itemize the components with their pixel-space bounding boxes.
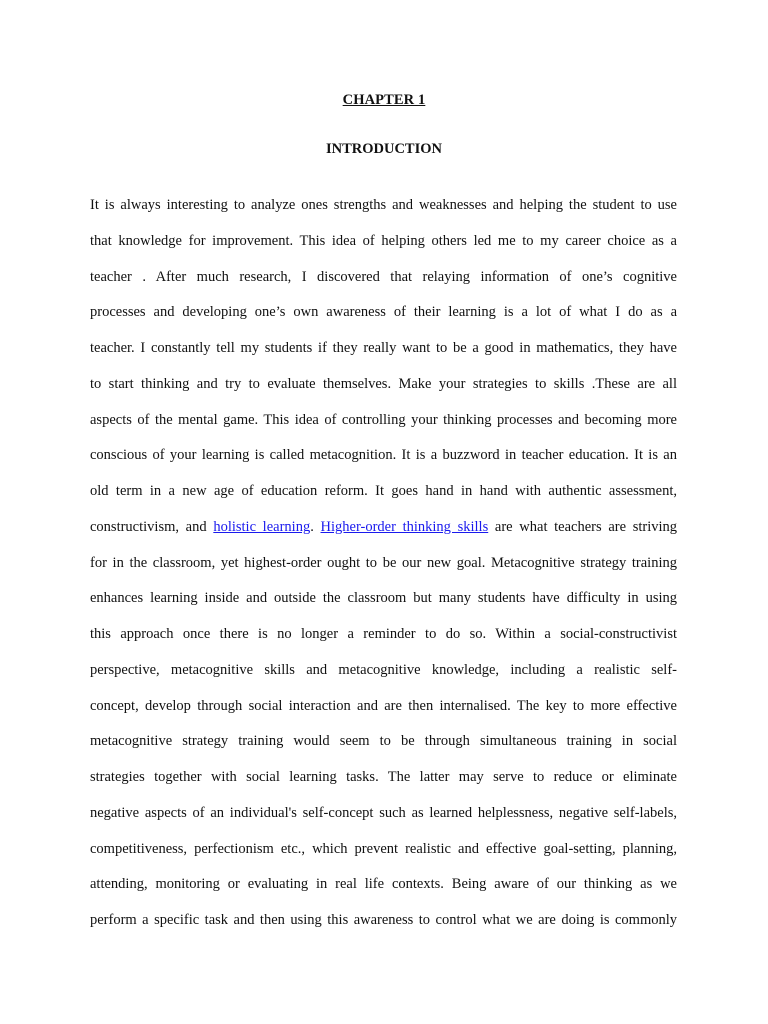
line-text-suffix: are what teachers are striving [488, 518, 678, 535]
paragraph-line: conscious of your learning is called metacognition. It is a buzzword in teacher education. It is an [90, 447, 677, 464]
section-heading: INTRODUCTION [325, 141, 442, 157]
paragraph-line: enhances learning inside and outside the classroom but many students have difficulty in using [90, 590, 677, 607]
paragraph-line: teacher . After much research, I discovered that relaying information of one’s cognitive [90, 268, 677, 285]
paragraph-line: this approach once there is no longer a reminder to do so. Within a social-constructivist [90, 626, 677, 642]
paragraph-line: strategies together with social learning tasks. The latter may serve to reduce or eliminate [90, 769, 677, 785]
paragraph-line: that knowledge for improvement. This idea of helping others led me to my career choice as a [90, 232, 677, 249]
body-paragraph [90, 188, 677, 939]
paragraph-line: for in the classroom, yet highest-order ought to be our new goal. Metacognitive strategy training [90, 554, 677, 571]
paragraph-line: perform a specific task and then using this awareness to control what we are doing is commonly [90, 912, 677, 928]
paragraph-line: old term in a new age of education reform. It goes hand in hand with authentic assessment, [90, 483, 677, 499]
paragraph-line: metacognitive strategy training would seem to be through simultaneous training in social [90, 733, 677, 750]
paragraph-line: aspects of the mental game. This idea of controlling your thinking processes and becoming more [90, 411, 677, 428]
chapter-title: CHAPTER 1 [342, 92, 426, 108]
paragraph-line: processes and developing one’s own awareness of their learning is a lot of what I do as a [90, 304, 677, 321]
paragraph-line: attending, monitoring or evaluating in real life contexts. Being aware of our thinking as we [90, 876, 677, 893]
paragraph-line-with-links [90, 510, 677, 546]
paragraph-line: negative aspects of an individual's self-concept such as learned helplessness, negative self-labels, [90, 804, 677, 821]
paragraph-line: perspective, metacognitive skills and metacognitive knowledge, including a realistic self- [90, 661, 677, 678]
line-text-prefix: constructivism, and [90, 518, 214, 535]
higher-order-thinking-skills-link[interactable]: Higher-order thinking skills [320, 518, 489, 535]
paragraph-line: teacher. I constantly tell my students if they really want to be a good in mathematics, they have [90, 340, 677, 356]
paragraph-line: competitiveness, perfectionism etc., which prevent realistic and effective goal-setting, planning, [90, 840, 677, 857]
holistic-learning-link[interactable]: holistic learning [213, 518, 311, 535]
paragraph-line: to start thinking and try to evaluate themselves. Make your strategies to skills .These are all [90, 375, 677, 392]
paragraph-line: concept, develop through social interaction and are then internalised. The key to more effective [90, 697, 677, 714]
paragraph-line: It is always interesting to analyze ones strengths and weaknesses and helping the student to use [90, 197, 677, 213]
line-text-middle: . [310, 518, 321, 535]
